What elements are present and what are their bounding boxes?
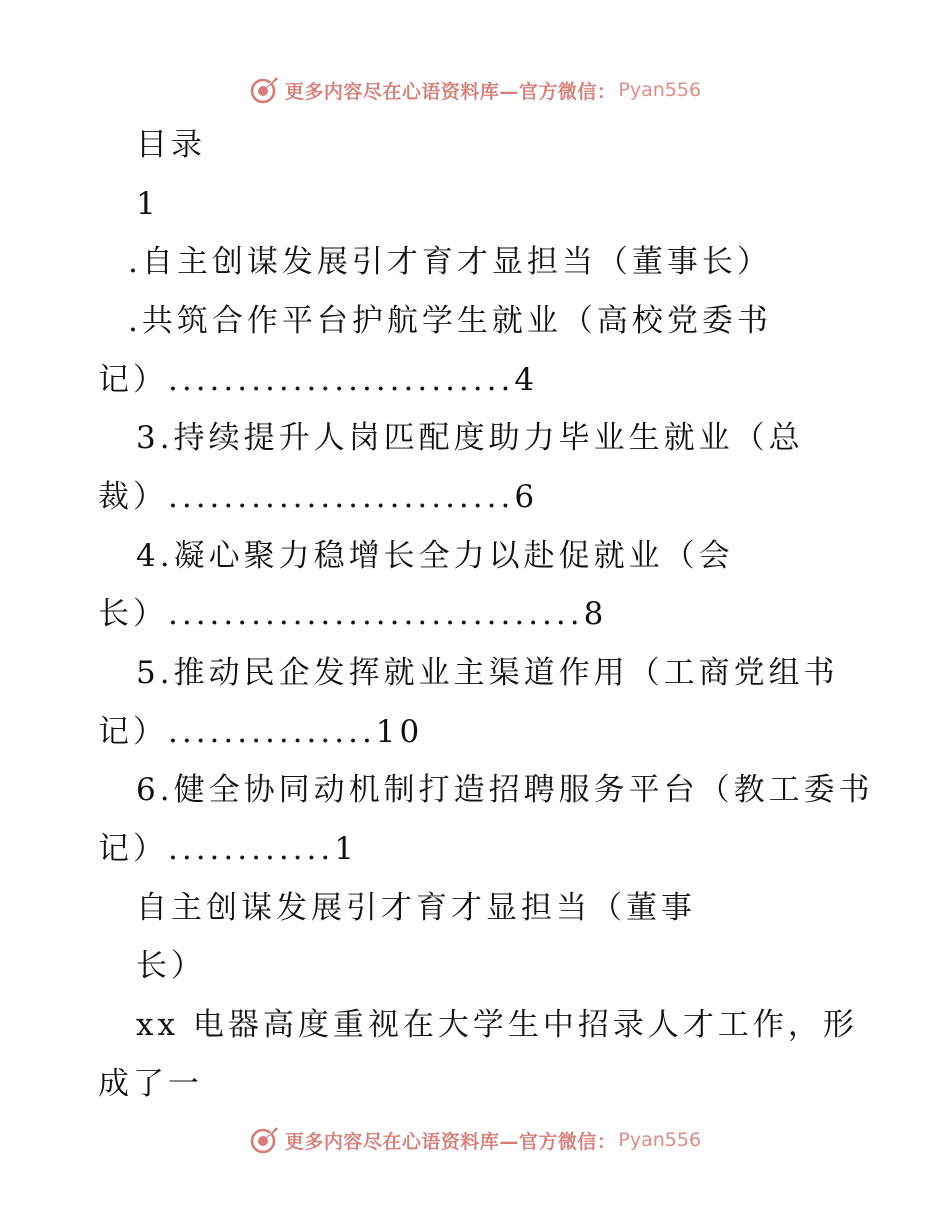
banner-wechat-id: Pyan556 (618, 79, 702, 101)
body-paragraph-cont: 成了一 (98, 1066, 203, 1102)
toc-entry-3: 3.持续提升人岗匹配度助力毕业生就业（总 (136, 420, 804, 456)
toc-entry-2: .共筑合作平台护航学生就业（高校党委书 (128, 303, 772, 339)
banner-text: 更多内容尽在心语资料库—官方微信： (284, 1130, 617, 1153)
toc-entry-6: 6.健全协同动机制打造招聘服务平台（教工委书 (136, 772, 874, 808)
body-paragraph: xx 电器高度重视在大学生中招录人才工作，形 (136, 1007, 858, 1043)
toc-entry-4: 4.凝心聚力稳增长全力以赴促就业（会 (136, 538, 734, 574)
quill-logo-icon (249, 1125, 279, 1155)
toc-entry-5: 5.推动民企发挥就业主渠道作用（工商党组书 (136, 655, 839, 691)
toc-number: 1 (136, 186, 160, 222)
section-title: 自主创谋发展引才育才显担当（董事 (136, 890, 696, 926)
toc-entry-6-cont: 记）............1 (98, 831, 358, 867)
toc-entry-1: .自主创谋发展引才育才显担当（董事长） (128, 244, 772, 280)
toc-entry-4-cont: 长）..............................8 (98, 596, 608, 632)
banner-text: 更多内容尽在心语资料库—官方微信： (284, 80, 617, 103)
section-title-cont: 长） (136, 948, 206, 984)
toc-heading: 目录 (136, 127, 206, 163)
toc-entry-3-cont: 裁）.........................6 (98, 479, 539, 515)
toc-entry-5-cont: 记）...............10 (98, 714, 424, 750)
banner-wechat-id: Pyan556 (618, 1129, 702, 1151)
toc-entry-2-cont: 记）.........................4 (98, 362, 539, 398)
footer-banner (0, 1120, 950, 1160)
